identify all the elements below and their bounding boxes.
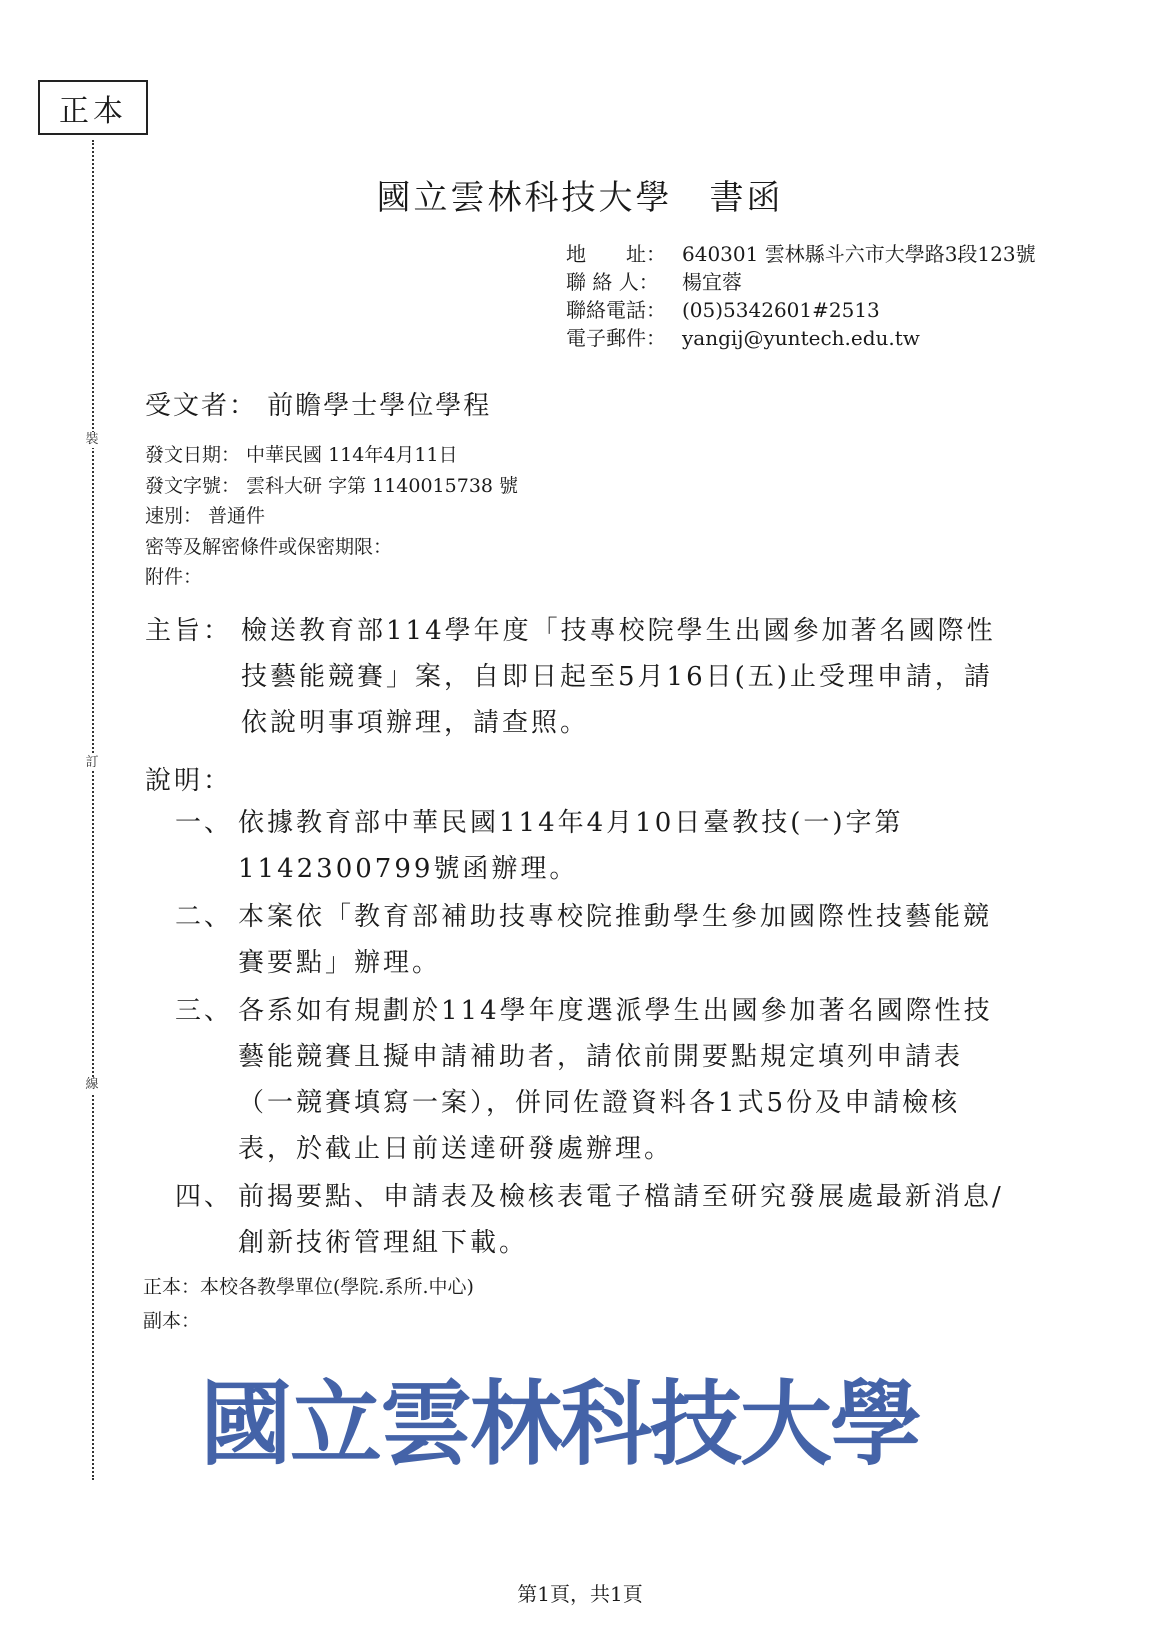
sender-address-row <box>566 240 1036 268</box>
subject-section <box>145 608 1005 746</box>
sender-contact-info <box>566 240 1036 352</box>
subject-text: 檢送教育部114學年度「技專校院學生出國參加著名國際性技藝能競賽」案，自即日起至5月16日(五)止受理申請，請依說明事項辦理，請查照。 <box>241 616 996 738</box>
sender-email-row <box>566 324 1036 352</box>
item-number: 二、 <box>175 902 234 932</box>
item-text: 依據教育部中華民國114年4月10日臺教技(一)字第1142300799號函辦理。 <box>238 808 904 884</box>
item-number: 四、 <box>175 1182 234 1212</box>
distribution-list <box>143 1270 474 1338</box>
issue-date: 發文日期： 中華民國 114年4月11日 <box>145 444 458 466</box>
binding-mark-xian: 線 <box>85 1077 99 1092</box>
explanation-item <box>175 800 1005 892</box>
explanation-item <box>175 988 1005 1172</box>
original-recipients: 正本：本校各教學單位(學院.系所.中心) <box>143 1276 474 1298</box>
binding-line <box>92 140 94 1480</box>
item-number: 三、 <box>175 996 234 1026</box>
page-number: 第1頁，共1頁 <box>517 1582 643 1606</box>
university-seal-stamp: 國立雲林科技大學 <box>200 1371 921 1478</box>
phone-value: (05)5342601#2513 <box>682 298 880 322</box>
subject-label: 主旨： <box>145 616 233 646</box>
item-text: 各系如有規劃於114學年度選派學生出國參加著名國際性技藝能競賽且擬申請補助者，請依前開要點規定填列申請表（一競賽填寫一案），併同佐證資料各1式5份及申請檢核表，於截止日前送達研發處辦理。 <box>238 996 993 1164</box>
email-value: yangij@yuntech.edu.tw <box>682 326 920 350</box>
sender-contact-person-row <box>566 268 1036 296</box>
email-label: 電子郵件： <box>566 326 666 350</box>
item-number: 一、 <box>175 808 234 838</box>
address-value: 640301 雲林縣斗六市大學路3段123號 <box>682 242 1036 266</box>
phone-label: 聯絡電話： <box>566 298 666 322</box>
document-title: 國立雲林科技大學 書函 <box>376 178 784 218</box>
contact-person-label: 聯 絡 人： <box>566 270 659 294</box>
document-number: 發文字號： 雲科大研 字第 1140015738 號 <box>145 474 519 497</box>
copy-recipients: 副本： <box>143 1310 201 1332</box>
binding-mark-zhuang: 裝 <box>85 432 99 447</box>
contact-person-value: 楊宜蓉 <box>682 270 742 294</box>
explanation-item <box>175 894 1005 986</box>
address-label: 地 址： <box>566 242 666 266</box>
attachments: 附件： <box>145 566 203 588</box>
binding-mark-ding: 訂 <box>85 755 99 770</box>
confidentiality: 密等及解密條件或保密期限： <box>145 535 393 558</box>
item-text: 本案依「教育部補助技專校院推動學生參加國際性技藝能競賽要點」辦理。 <box>238 902 993 978</box>
priority: 速別： 普通件 <box>145 505 266 527</box>
explanation-items <box>175 800 1005 1268</box>
copy-type-stamp: 正本 <box>38 80 148 135</box>
recipient: 受文者： 前瞻學士學位學程 <box>145 391 492 421</box>
sender-phone-row <box>566 296 1036 324</box>
item-text: 前揭要點、申請表及檢核表電子檔請至研究發展處最新消息/創新技術管理組下載。 <box>238 1182 1004 1258</box>
explanation-heading: 說明： <box>145 766 233 796</box>
explanation-item <box>175 1174 1005 1266</box>
document-metadata <box>145 440 518 593</box>
